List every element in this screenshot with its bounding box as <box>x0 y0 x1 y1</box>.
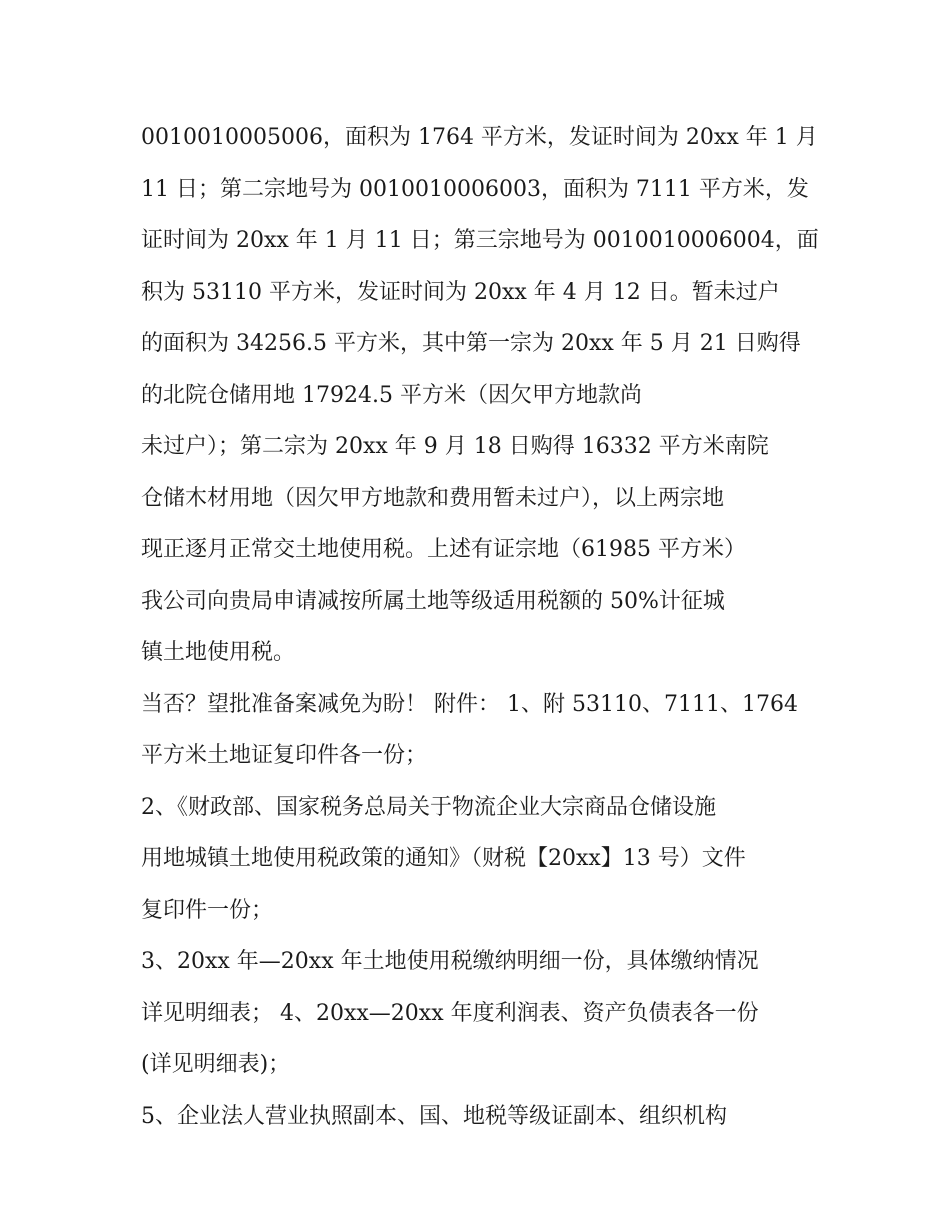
text-line: 3、20xx 年—20xx 年土地使用税缴纳明细一份，具体缴纳情况 <box>141 949 759 974</box>
text-line: 2、《财政部、国家税务总局关于物流企业大宗商品仓储设施 <box>141 794 716 820</box>
text-line: 积为 53110 平方米，发证时间为 20xx 年 4 月 12 日。暂未过户 <box>141 279 780 305</box>
text-line: 复印件一份； <box>141 897 274 923</box>
text-line: 当否？望批准备案减免为盼！ 附件： 1、附 53110、7111、1764 <box>141 691 798 717</box>
text-line: 的面积为 34256.5 平方米，其中第一宗为 20xx 年 5 月 21 日购得 <box>141 331 801 356</box>
text-line: 现正逐月正常交土地使用税。上述有证宗地（61985 平方米） <box>141 537 746 562</box>
text-line: 详见明细表； 4、20xx—20xx 年度利润表、资产负债表各一份 <box>141 1000 759 1026</box>
text-line: 仓储木材用地（因欠甲方地款和费用暂未过户），以上两宗地 <box>141 485 725 511</box>
text-line: 镇土地使用税。 <box>141 640 296 665</box>
text-line: (详见明细表)； <box>141 1052 291 1077</box>
text-line: 证时间为 20xx 年 1 月 11 日；第三宗地号为 0010010006004，面 <box>141 228 819 253</box>
text-line: 未过户）；第二宗为 20xx 年 9 月 18 日购得 16332 平方米南院 <box>141 434 769 459</box>
document-body <box>141 112 831 1142</box>
text-line: 11 日；第二宗地号为 0010010006003，面积为 7111 平方米，发 <box>141 176 809 202</box>
text-line: 0010010005006，面积为 1764 平方米，发证时间为 20xx 年 1 月 <box>141 125 818 150</box>
text-line: 5、企业法人营业执照副本、国、地税等级证副本、组织机构 <box>141 1103 727 1129</box>
text-line: 我公司向贵局申请减按所属土地等级适用税额的 50%计征城 <box>141 588 725 614</box>
text-line: 平方米土地证复印件各一份； <box>141 743 428 768</box>
text-line: 用地城镇土地使用税政策的通知》（财税【20xx】13 号）文件 <box>141 846 746 871</box>
text-line: 的北院仓储用地 17924.5 平方米（因欠甲方地款尚 <box>141 382 642 408</box>
